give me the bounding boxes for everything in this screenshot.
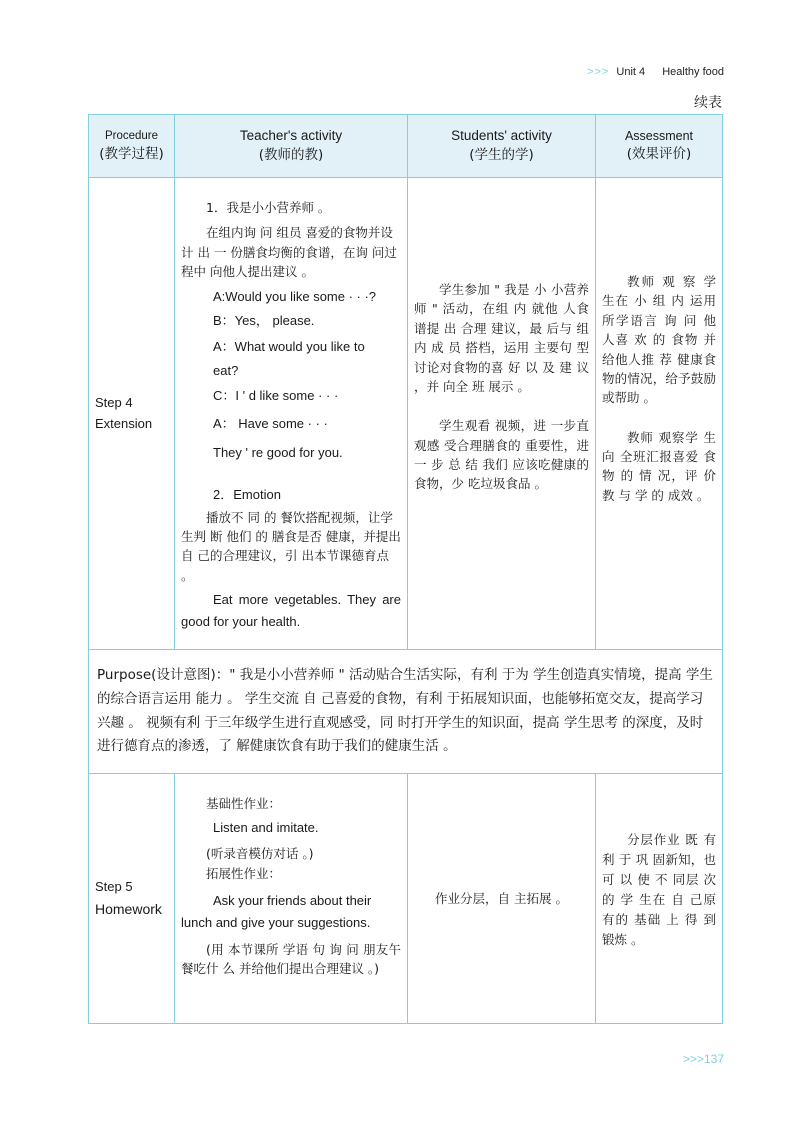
step5-label-line2: Homework [95, 900, 162, 917]
step4-dialog-5: A： Have some · · · [213, 415, 328, 431]
step4-item2-en: Eat more vegetables. They are good for your health. [181, 592, 401, 629]
purpose-row [89, 650, 723, 774]
step5-basic-title: 基础性作业： [206, 796, 282, 811]
step4-teacher-cell [175, 178, 408, 650]
step4-item2-title: 2．Emotion [213, 486, 281, 502]
step4-dialog-3: A：What would you like to [213, 338, 365, 354]
students-header [408, 115, 596, 178]
step5-students-text: 作业分层，自 主拓展 。 [435, 890, 568, 906]
assessment-header [596, 115, 723, 178]
step4-assessment-p1: 教师 观 察 学 生在 小 组 内 运用所学语言 询 问 他 人喜 欢 的 食物 并给他人推 荐 健康食物的情况，给予鼓励或帮助 。 [602, 274, 716, 406]
step4-students-cell [408, 178, 596, 650]
header-arrows: >>> [587, 66, 610, 78]
step5-label-line1: Step 5 [95, 878, 133, 894]
assessment-header-en: Assessment [624, 129, 694, 144]
step5-teacher-cell [175, 774, 408, 1024]
step4-row [89, 178, 723, 650]
procedure-header [89, 115, 175, 178]
step4-students-p2: 学生观看 视频，进 一步直观感 受合理膳食的 重要性，进 一 步 总 结 我们 应该吃健康的食物，少 吃垃圾食品 。 [414, 418, 589, 492]
step4-dialog-1: A:Would you like some · · ·? [213, 288, 377, 304]
step5-label [89, 774, 175, 1024]
step4-label-line1: Step 4 [95, 394, 133, 410]
step4-dialog-3b: eat? [213, 362, 239, 378]
assessment-header-zh: (效果评价) [626, 146, 692, 163]
step4-label [89, 178, 175, 650]
step5-basic-en: Listen and imitate. [213, 820, 319, 835]
header-unit: Unit 4 [616, 66, 646, 78]
step5-students-cell [408, 774, 596, 1024]
step5-ext-zh: (用 本节课所 学语 句 询 问 朋友午餐吃什 么 并给他们提出合理建议 。) [181, 942, 401, 977]
teacher-header-zh: (教师的教) [258, 147, 324, 163]
lesson-table [88, 114, 723, 1024]
students-header-zh: (学生的学) [469, 147, 534, 163]
step5-ext-en: Ask your friends about their lunch and give your suggestions. [181, 893, 372, 930]
step5-ext-title: 拓展性作业： [206, 866, 282, 881]
step4-item1-desc: 在组内询 问 组员 喜爱的食物并设计 出 一 份膳食均衡的食谱，在询 问过程中 向他人提出建议 。 [181, 225, 397, 280]
procedure-header-zh: (教学过程) [99, 145, 164, 162]
header-topic: Healthy food [662, 66, 724, 78]
step4-assessment-cell [596, 178, 723, 650]
table-header-row [89, 115, 723, 178]
step4-assessment-p2: 教师 观察学 生向 全班汇报喜爱 食 物 的 情 况，评 价 教 与 学 的 成效 。 [602, 429, 716, 503]
step5-assessment-text: 分层作业 既 有 利 于 巩 固新知，也 可 以 使 不 同层 次 的 学 生在 自 己原 有的 基础 上 得 到 锻炼 。 [602, 832, 716, 947]
procedure-header-en: Procedure [104, 129, 159, 142]
step4-item2-desc: 播放不 同 的 餐饮搭配视频，让学 生判 断 他们 的 膳食是否 健康，并提出 自 己的合理建议，引 出本节课德育点 。 [181, 509, 401, 583]
step4-item1-title: 1．我是小小营养师 。 [206, 200, 331, 215]
step4-dialog-6: They ' re good for you. [213, 444, 343, 460]
students-header-en: Students' activity [451, 128, 552, 144]
teacher-header [175, 115, 408, 178]
step5-basic-zh: (听录音模仿对话 。) [206, 846, 314, 861]
step5-assessment-cell [596, 774, 723, 1024]
step4-label-line2: Extension [95, 415, 153, 431]
purpose-cell: Purpose(设计意图)：" 我是小小营养师 " 活动贴合生活实际，有利 于为 学生创造真实情境，提高 学生的综合语言运用 能力 。 学生交流 自 己喜爱的食物，有利 于拓展知识面，也能够拓宽交友，提高学习 兴趣 。 视频有利 于三年级学生进行直观感受，同 时打开学生的知识面，提高 学生思考 的深度，及时进行德育点的渗透，了 解健康饮食有助于我们的健康生活 。 [89, 650, 723, 774]
continued-label: 续表 [694, 95, 722, 111]
teacher-header-en: Teacher's activity [239, 128, 343, 144]
step4-students-p1: 学生参加 " 我是 小 小营养师 " 活动，在组 内 就他 人食谱提 出 合理 建议，最 后与 组 内 成 员 搭档，运用 主要句 型讨论对食物的喜 好 以 及 建 议 ，并 向全 班 展示 。 [414, 282, 589, 394]
step5-row [89, 774, 723, 1024]
running-header [587, 66, 724, 78]
step4-dialog-2: B：Yes， please. [213, 312, 315, 328]
page-number: >>>137 [682, 1052, 724, 1066]
step4-dialog-4: C：I ' d like some · · · [213, 387, 339, 403]
